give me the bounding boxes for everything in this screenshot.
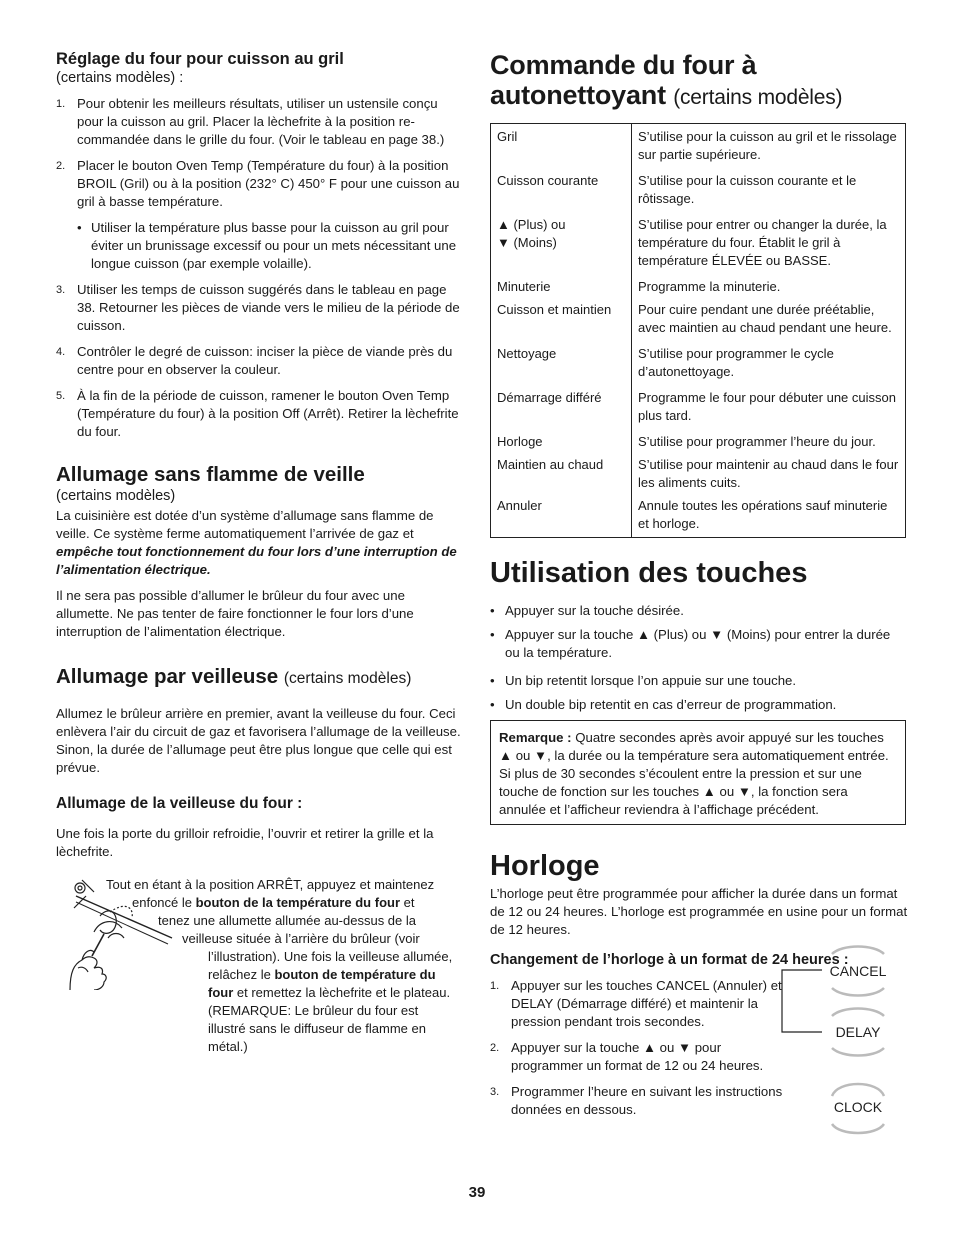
table-row: [491, 211, 906, 273]
broil-step: 1. Pour obtenir les meilleurs résultats, utiliser un ustensile conçu pour la cuisson au gril. Placer la lèchefrite à la position re-commandée dans le grille du four. (Voir le tableau en page 38.): [56, 96, 445, 147]
list-item: • Appuyer sur la touche ▲ (Plus) ou ▼ (Moins) pour entrer la durée ou la température.: [490, 627, 891, 660]
control-key-name: Horloge: [491, 428, 632, 454]
control-key-description: S’utilise pour la cuisson courante et le rôtissage.: [638, 173, 857, 206]
control-key-description: S’utilise pour programmer l’heure du jour.: [638, 434, 876, 449]
touches-title: Utilisation des touches: [490, 557, 808, 589]
page-number: 39: [468, 1184, 486, 1201]
control-key-name: ▲ (Plus) ou ▼ (Moins): [491, 211, 632, 273]
control-key-name: Cuisson et maintien: [491, 299, 632, 340]
broil-step: 3. Utiliser les temps de cuisson suggérés dans le tableau en page 38. Retourner les pièces de viande vers le milieu de la période de cuisson.: [56, 282, 460, 333]
table-row: [491, 340, 906, 384]
broil-step: 4. Contrôler le degré de cuisson: inciser la pièce de viande près du centre pour en observer la couleur.: [56, 344, 453, 377]
clock-key-label: CLOCK: [833, 1099, 883, 1115]
clock-key[interactable]: [832, 1084, 884, 1133]
control-key-description: Pour cuire pendant une durée préétablie, avec maintien au chaud pendant une heure.: [638, 302, 892, 335]
clock-step: 3. Programmer l’heure en suivant les instructions données en dessous.: [490, 1084, 783, 1117]
pilotless-paragraph-2: Il ne sera pas possible d’allumer le brûleur du four avec une allumette. Ne pas tenter de faire fonctionner le four lors d’une interruption de l’alimentation électrique.: [56, 588, 414, 639]
list-item: • Un double bip retentit en cas d’erreur de programmation.: [490, 697, 837, 712]
control-key-description: S’utilise pour la cuisson au gril et le rissolage sur partie supérieure.: [638, 129, 897, 162]
broil-section: [56, 50, 464, 441]
control-key-name: Annuler: [491, 495, 632, 538]
touches-list: [490, 602, 908, 714]
pilot-caption: Tout en étant à la position ARRÊT, appuyez et maintenez enfoncé le bouton de la température du four et tenez une allumette allumée au-dessus de la veilleuse située à l’arrière du brûleur (voir l’illustration). Une fois la veilleuse allumée, relâchez le bouton de température du four et remettez la lèchefrite et le plateau. (REMARQUE: Le brûleur du four est illustré sans le diffuseur de flamme en métal.): [106, 877, 453, 1054]
control-key-name: Cuisson courante: [491, 167, 632, 211]
pilot-section: [56, 665, 464, 861]
remark-text: Quatre secondes après avoir appuyé sur les touches ▲ ou ▼, la durée ou la température sera automatiquement entrée. Si plus de 30 secondes s’écoulent entre la pression et sur une touche de fonction sur les touches ▲ ou ▼, la fonction sera annulée et l’afficheur reviendra à l’affichage précédent.: [499, 730, 889, 817]
delay-key[interactable]: [832, 1009, 884, 1056]
table-row: [491, 428, 906, 454]
touches-section: [490, 556, 908, 825]
clock-title: Horloge: [490, 850, 600, 882]
pilot-subtitle: Allumage de la veilleuse du four :: [56, 795, 303, 812]
control-key-description: Programme le four pour débuter une cuisson plus tard.: [638, 390, 896, 423]
list-item: • Appuyer sur la touche désirée.: [490, 603, 684, 618]
table-row: [491, 495, 906, 538]
broil-steps: [56, 95, 464, 441]
pilotless-section: [56, 463, 464, 641]
clock-steps: [490, 977, 786, 1119]
left-column: [56, 50, 464, 861]
control-title: Commande du four à autonettoyant (certains modèles): [490, 50, 843, 110]
clock-step: 1. Appuyer sur les touches CANCEL (Annuler) et DELAY (Démarrage différé) et maintenir la pression pendant trois secondes.: [490, 978, 782, 1029]
control-key-name: Démarrage différé: [491, 384, 632, 428]
control-key-name: Minuterie: [491, 273, 632, 299]
pilotless-title: Allumage sans flamme de veille: [56, 463, 365, 486]
control-section: [490, 50, 908, 538]
pilot-title: Allumage par veilleuse (certains modèles): [56, 665, 412, 688]
table-row: [491, 273, 906, 299]
cancel-key-label: CANCEL: [829, 963, 887, 979]
control-key-name: Gril: [491, 124, 632, 168]
control-key-name: Maintien au chaud: [491, 454, 632, 495]
control-key-description: Annule toutes les opérations sauf minuterie et horloge.: [638, 498, 888, 531]
control-key-description: S’utilise pour maintenir au chaud dans le four les aliments cuits.: [638, 457, 899, 490]
control-key-description: Programme la minuterie.: [638, 279, 781, 294]
control-key-description: S’utilise pour entrer ou changer la durée, la température du four. Établit le gril à température ÉLEVÉE ou BASSE.: [638, 217, 887, 268]
table-row: [491, 454, 906, 495]
pilotless-paragraph: La cuisinière est dotée d’un système d’allumage sans flamme de veille. Ce système ferme automatiquement l’arrivée de gaz et empêche tout fonctionnement du four lors d’une interruption de l’alimentation électrique.: [56, 508, 457, 577]
table-row: [491, 384, 906, 428]
broil-sub-bullet: • Utiliser la température plus basse pour la cuisson au gril pour éviter un brunissage excessif ou pour un mets nécessitant une longue cuisson (par exemple volaille).: [77, 220, 457, 271]
broil-note: (certains modèles) :: [56, 70, 184, 86]
table-row: [491, 299, 906, 340]
pilot-paragraph: Allumez le brûleur arrière en premier, avant la veilleuse du four. Ceci enlèvera l’air du circuit de gaz et favorisera l’allumage de la veilleuse. Sinon, la durée de l’allumage peut être plus longue que celle qui est prévue.: [56, 706, 461, 775]
clock-subtitle: Changement de l’horloge à un format de 24 heures :: [490, 952, 849, 968]
clock-intro: L’horloge peut être programmée pour afficher la durée dans un format de 12 ou 24 heures. L’horloge est programmée en usine pour un format de 12 heures.: [490, 886, 908, 937]
control-key-name: Nettoyage: [491, 340, 632, 384]
table-row: [491, 167, 906, 211]
table-row: [491, 124, 906, 168]
remark-box: [490, 720, 906, 825]
pilot-paragraph-2: Une fois la porte du grilloir refroidie, l’ouvrir et retirer la grille et la lèchefrite.: [56, 826, 434, 859]
broil-title: Réglage du four pour cuisson au gril: [56, 50, 344, 68]
cancel-key[interactable]: [830, 947, 887, 996]
pilot-lighting-illustration: [64, 872, 174, 990]
delay-key-label: DELAY: [835, 1024, 881, 1040]
list-item: • Un bip retentit lorsque l’on appuie sur une touche.: [490, 673, 797, 688]
pilotless-note: (certains modèles): [56, 488, 176, 504]
broil-step: 2. Placer le bouton Oven Temp (Température du four) à la position BROIL (Gril) ou à la position (232° C) 450° F pour une cuisson au gril à basse température. • Utiliser la température plus basse pour la cuisson au gril pour éviter un brunissage excessif ou pour un mets nécessitant une longue cuisson (par exemple volaille).: [56, 157, 464, 273]
clock-step: 2. Appuyer sur la touche ▲ ou ▼ pour programmer un format de 12 ou 24 heures.: [490, 1040, 764, 1073]
remark-label: Remarque :: [499, 730, 572, 745]
key-illustration: [778, 940, 898, 1140]
control-table: [490, 123, 906, 538]
broil-step: 5. À la fin de la période de cuisson, ramener le bouton Oven Temp (Température du four) à la position Off (Arrêt). Retirer la lèchefrite du four.: [56, 388, 459, 439]
control-key-description: S’utilise pour programmer le cycle d’autonettoyage.: [638, 346, 834, 379]
